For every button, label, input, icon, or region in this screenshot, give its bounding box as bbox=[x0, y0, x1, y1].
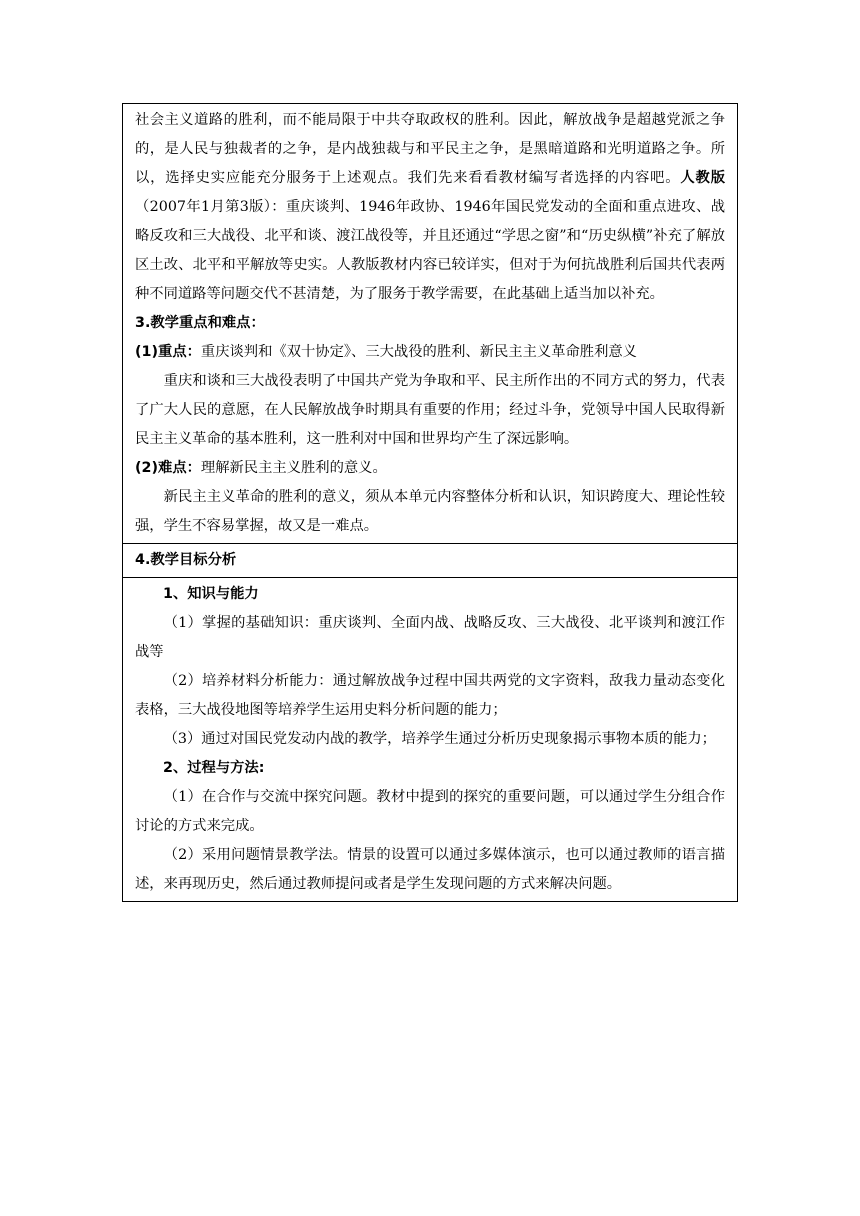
paragraph-text: 社会主义道路的胜利，而不能局限于中共夺取政权的胜利。因此，解放战争是超越党派之争的，是人民与独裁者的之争，是内战独裁与和平民主之争，是黑暗道路和光明道路之争。所以，选择史实应能充分服务于上述观点。我们先来看看教材编写者选择的内容吧。 bbox=[135, 112, 725, 186]
lesson-plan-table bbox=[122, 103, 738, 902]
section-4-heading: 4.教学目标分析 bbox=[135, 552, 237, 568]
difficulty-text: 理解新民主主义胜利的意义。 bbox=[200, 460, 387, 476]
textbook-label: 人教版 bbox=[680, 170, 726, 186]
section-3-heading: 3.教学重点和难点： bbox=[135, 315, 265, 331]
difficulty-line bbox=[135, 454, 725, 483]
knowledge-ability-heading: 1、知识与能力 bbox=[163, 586, 259, 602]
focus-text: 重庆谈判和《双十协定》、三大战役的胜利、新民主主义革命胜利意义 bbox=[200, 344, 637, 360]
knowledge-item-1: （1）掌握的基础知识：重庆谈判、全面内战、战略反攻、三大战役、北平谈判和渡江作战等 bbox=[135, 615, 725, 660]
difficulty-label: (2)难点： bbox=[135, 460, 201, 476]
paragraph-text-continued: （2007年1月第3版）：重庆谈判、1946年政协、1946年国民党发动的全面和重点进攻、战略反攻和三大战役、北平和谈、渡江战役等，并且还通过“学思之窗”和“历史纵横”补充了解放区土改、北平和平解放等史实。人教版教材内容已较详实，但对于为何抗战胜利后国共代表两种不同道路等问题交代不甚清楚，为了服务于教学需要，在此基础上适当加以补充。 bbox=[135, 199, 725, 302]
difficulty-paragraph: 新民主主义革命的胜利的意义，须从本单元内容整体分析和认识，知识跨度大、理论性较强，学生不容易掌握，故又是一难点。 bbox=[135, 489, 725, 534]
process-method-heading: 2、过程与方法: bbox=[163, 760, 265, 776]
focus-line bbox=[135, 338, 725, 367]
objectives-heading-cell bbox=[123, 544, 737, 578]
method-item-1: （1）在合作与交流中探究问题。教材中提到的探究的重要问题，可以通过学生分组合作讨论的方式来完成。 bbox=[135, 789, 725, 834]
focus-label: (1)重点： bbox=[135, 344, 201, 360]
content-analysis-paragraph bbox=[135, 106, 725, 309]
knowledge-item-3: （3）通过对国民党发动内战的教学，培养学生通过分析历史现象揭示事物本质的能力； bbox=[163, 731, 716, 747]
focus-paragraph: 重庆和谈和三大战役表明了中国共产党为争取和平、民主所作出的不同方式的努力，代表了广大人民的意愿，在人民解放战争时期具有重要的作用；经过斗争，党领导中国人民取得新民主主义革命的基本胜利，这一胜利对中国和世界均产生了深远影响。 bbox=[135, 373, 725, 447]
teaching-content-cell bbox=[123, 104, 737, 544]
method-item-2: （2）采用问题情景教学法。情景的设置可以通过多媒体演示，也可以通过教师的语言描述，来再现历史，然后通过教师提问或者是学生发现问题的方式来解决问题。 bbox=[135, 847, 725, 892]
knowledge-item-2: （2）培养材料分析能力：通过解放战争过程中国共两党的文字资料，敌我力量动态变化表格，三大战役地图等培养学生运用史料分析问题的能力； bbox=[135, 673, 725, 718]
objectives-cell bbox=[123, 578, 737, 901]
